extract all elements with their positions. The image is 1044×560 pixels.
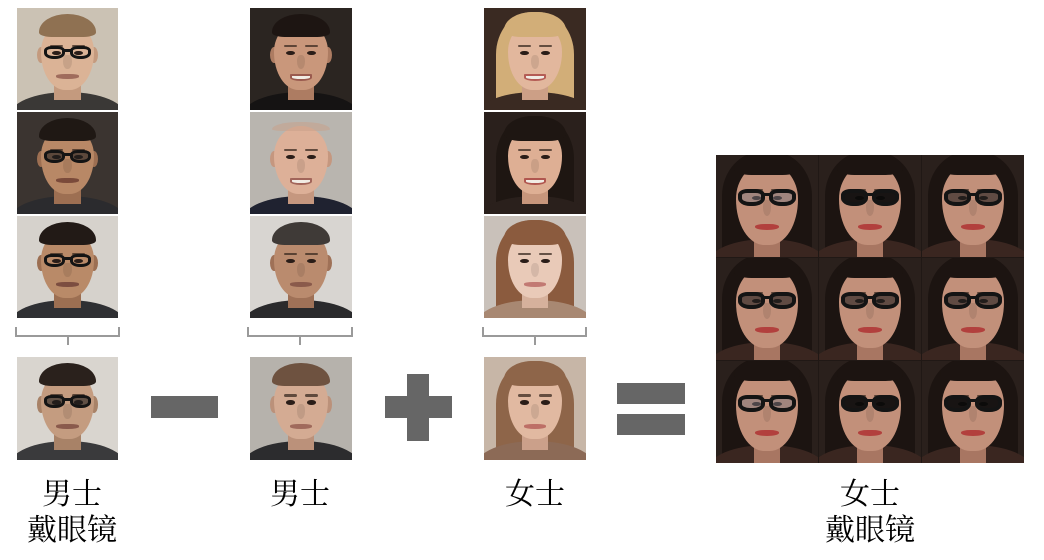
face-brow-l bbox=[284, 394, 297, 397]
result-face bbox=[716, 258, 818, 360]
face-hair-top bbox=[940, 155, 1005, 175]
face-bridge bbox=[867, 399, 873, 402]
face-hair-top bbox=[940, 258, 1005, 278]
face-lens-r bbox=[70, 150, 91, 163]
face-mouth bbox=[524, 282, 546, 287]
face-lens-r bbox=[975, 189, 1002, 206]
caption-women-without-glasses bbox=[475, 477, 595, 513]
caption-men-with-glasses bbox=[0, 477, 144, 549]
face-lens-r bbox=[769, 292, 796, 309]
face-mouth bbox=[56, 74, 78, 79]
face-hair-top bbox=[734, 155, 799, 175]
face-lens-l bbox=[738, 189, 765, 206]
face-photo bbox=[17, 112, 118, 214]
face-lens-r bbox=[872, 395, 899, 412]
face-lens-l bbox=[44, 254, 65, 267]
face-eye-r bbox=[307, 400, 316, 405]
face-nose bbox=[63, 159, 71, 173]
face-brow-l bbox=[518, 394, 531, 397]
face-bridge bbox=[764, 399, 770, 402]
face-brow-r bbox=[539, 394, 552, 397]
equals-icon bbox=[617, 383, 685, 435]
face-bridge bbox=[867, 193, 873, 196]
face-mouth bbox=[56, 178, 78, 183]
face-brow-l bbox=[284, 45, 297, 48]
face-hair-top bbox=[39, 118, 96, 140]
face-bridge bbox=[970, 193, 976, 196]
face-hair-top bbox=[734, 258, 799, 278]
face-lens-l bbox=[944, 395, 971, 412]
face-brow-l bbox=[518, 253, 531, 256]
caption-line: 戴眼镜 bbox=[27, 513, 117, 548]
face-brow-l bbox=[284, 253, 297, 256]
face-brow-r bbox=[305, 394, 318, 397]
face-lens-r bbox=[70, 46, 91, 59]
face-lens-l bbox=[944, 189, 971, 206]
face-photo bbox=[484, 216, 586, 318]
averaged-face bbox=[17, 357, 118, 460]
face-hair-top bbox=[940, 361, 1005, 381]
face-brow-r bbox=[539, 45, 552, 48]
face-lens-l bbox=[738, 292, 765, 309]
face-bridge bbox=[64, 257, 70, 260]
face-hair-top bbox=[504, 116, 565, 140]
face-photo bbox=[484, 112, 586, 214]
face-brow-l bbox=[518, 149, 531, 152]
face-photo bbox=[250, 112, 352, 214]
face-lens-r bbox=[70, 395, 91, 408]
face-nose bbox=[63, 263, 71, 277]
face-brow-r bbox=[539, 253, 552, 256]
face-lens-l bbox=[841, 292, 868, 309]
result-face bbox=[819, 258, 921, 360]
caption-line: 女士 bbox=[840, 477, 900, 512]
face-hair-top bbox=[39, 363, 96, 386]
plus-icon bbox=[385, 374, 452, 441]
brace bbox=[15, 327, 120, 337]
face-mouth bbox=[290, 282, 312, 287]
result-face bbox=[819, 361, 921, 463]
face-hair-top bbox=[39, 222, 96, 244]
face-lens-r bbox=[769, 189, 796, 206]
face-brow-r bbox=[539, 149, 552, 152]
face-bridge bbox=[764, 193, 770, 196]
brace bbox=[482, 327, 587, 337]
face-nose bbox=[297, 404, 305, 418]
face-hair-top bbox=[504, 220, 565, 244]
face-lens-l bbox=[44, 150, 65, 163]
face-lens-r bbox=[975, 395, 1002, 412]
face-lens-r bbox=[872, 292, 899, 309]
caption-line: 戴眼镜 bbox=[825, 513, 915, 548]
face-eye-r bbox=[541, 400, 550, 405]
face-photo bbox=[484, 8, 586, 110]
caption-line: 女士 bbox=[505, 477, 565, 512]
face-lens-l bbox=[44, 46, 65, 59]
averaged-face bbox=[484, 357, 586, 460]
face-brow-l bbox=[284, 149, 297, 152]
face-photo bbox=[17, 8, 118, 110]
result-grid-women-with-glasses bbox=[716, 155, 1024, 463]
face-brow-r bbox=[305, 45, 318, 48]
averaged-face bbox=[250, 357, 352, 460]
face-bridge bbox=[64, 398, 70, 401]
caption-women-with-glasses bbox=[795, 477, 945, 549]
face-nose bbox=[63, 55, 71, 69]
face-lens-r bbox=[769, 395, 796, 412]
face-bridge bbox=[970, 296, 976, 299]
face-hair-top bbox=[837, 155, 902, 175]
face-hair-top bbox=[504, 12, 565, 36]
face-bridge bbox=[867, 296, 873, 299]
caption-line: 男士 bbox=[42, 477, 102, 512]
result-face bbox=[922, 361, 1024, 463]
face-hair-top bbox=[272, 122, 329, 131]
face-lens-r bbox=[975, 292, 1002, 309]
face-hair-top bbox=[504, 361, 565, 386]
face-bridge bbox=[764, 296, 770, 299]
face-hair-top bbox=[272, 222, 329, 244]
face-lens-l bbox=[738, 395, 765, 412]
face-eye-l bbox=[520, 400, 529, 405]
face-hair-top bbox=[272, 14, 329, 36]
face-brow-r bbox=[305, 149, 318, 152]
result-face bbox=[922, 155, 1024, 257]
face-mouth bbox=[524, 424, 546, 429]
face-hair-top bbox=[837, 361, 902, 381]
face-eye-l bbox=[286, 400, 295, 405]
face-bridge bbox=[64, 153, 70, 156]
face-photo bbox=[17, 216, 118, 318]
face-bridge bbox=[970, 399, 976, 402]
brace bbox=[247, 327, 353, 337]
result-face bbox=[922, 258, 1024, 360]
face-nose bbox=[531, 404, 539, 418]
result-face bbox=[716, 155, 818, 257]
face-brow-r bbox=[305, 253, 318, 256]
face-bridge bbox=[64, 49, 70, 52]
result-face bbox=[716, 361, 818, 463]
caption-line: 男士 bbox=[270, 477, 330, 512]
minus-icon bbox=[151, 396, 218, 418]
face-photo bbox=[250, 216, 352, 318]
face-hair-top bbox=[837, 258, 902, 278]
result-face bbox=[819, 155, 921, 257]
face-lens-r bbox=[70, 254, 91, 267]
face-lens-l bbox=[944, 292, 971, 309]
caption-men-without-glasses bbox=[240, 477, 360, 513]
face-mouth bbox=[56, 424, 78, 429]
face-photo bbox=[250, 8, 352, 110]
face-hair-top bbox=[39, 14, 96, 36]
face-lens-l bbox=[841, 395, 868, 412]
face-lens-l bbox=[841, 189, 868, 206]
face-hair-top bbox=[272, 363, 329, 386]
face-nose bbox=[63, 404, 71, 418]
face-mouth bbox=[56, 282, 78, 287]
face-brow-l bbox=[518, 45, 531, 48]
face-mouth bbox=[290, 424, 312, 429]
face-lens-r bbox=[872, 189, 899, 206]
face-hair-top bbox=[734, 361, 799, 381]
